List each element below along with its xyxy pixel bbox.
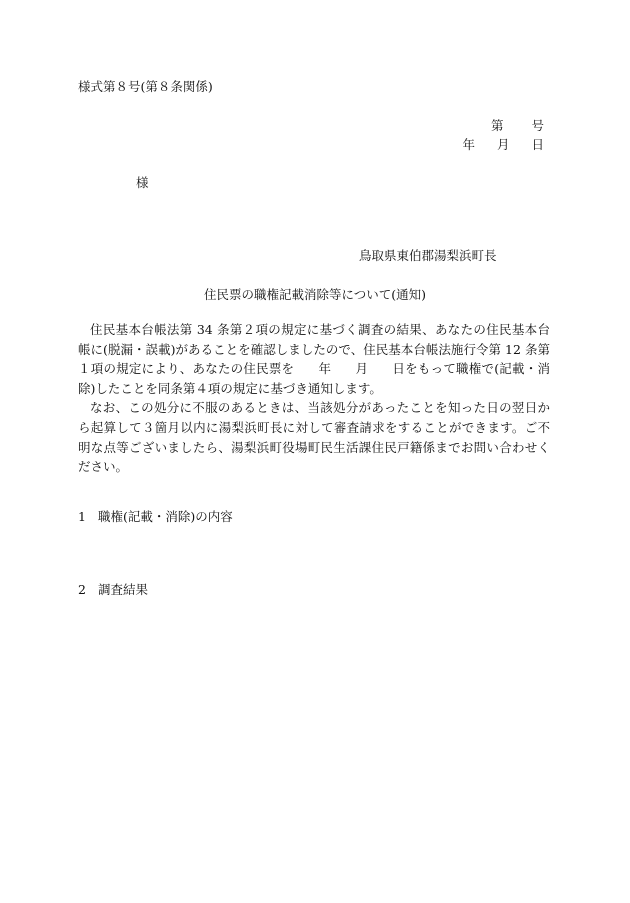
section-heading-1 [78,511,233,524]
number-suffix: 号 [531,118,544,133]
section-1-label: 職権(記載・消除)の内容 [98,509,233,524]
notice-paragraph-1 [78,320,550,398]
document-title: 住民票の職権記載消除等について(通知) [203,287,426,302]
paragraph1-year: 年 [318,361,332,377]
number-prefix: 第 [490,118,504,133]
date-day: 日 [531,137,544,152]
paragraph1-main: 住民基本台帳法第 34 条第２項の規定に基づく調査の結果、あなたの住民基本台帳に(脱漏・誤載)があることを確認しましたので、住民基本台帳法施行令第 12 条第１項の規定により、あなたの住民票を [78,322,550,377]
sender-name: 鳥取県東伯郡湯梨浜町長 [359,248,497,263]
document-date-line [462,139,544,152]
addressee-suffix: 様 [136,175,149,190]
form-label: 様式第８号(第８条関係) [78,79,213,94]
section-2-number: 2 [78,582,86,597]
notice-paragraph-2: なお、この処分に不服のあるときは、当該処分があったことを知った日の翌日から起算して３箇月以内に湯梨浜町長に対して審査請求をすることができます。ご不明な点等ございましたら、湯梨浜町役場町民生活課住民戸籍係までお問い合わせください。 [78,400,550,475]
notice-body [78,320,550,477]
date-year: 年 [462,137,475,152]
section-1-number: 1 [78,509,86,524]
section-2-label: 調査結果 [98,582,149,597]
document-number-line [491,120,544,133]
date-month: 月 [496,137,510,152]
paragraph1-tail: 日をもって職権で(記載・消除)したことを同条第４項の規定に基づき通知します。 [78,361,550,396]
paragraph1-month: 月 [355,361,369,377]
section-heading-2 [78,584,148,597]
